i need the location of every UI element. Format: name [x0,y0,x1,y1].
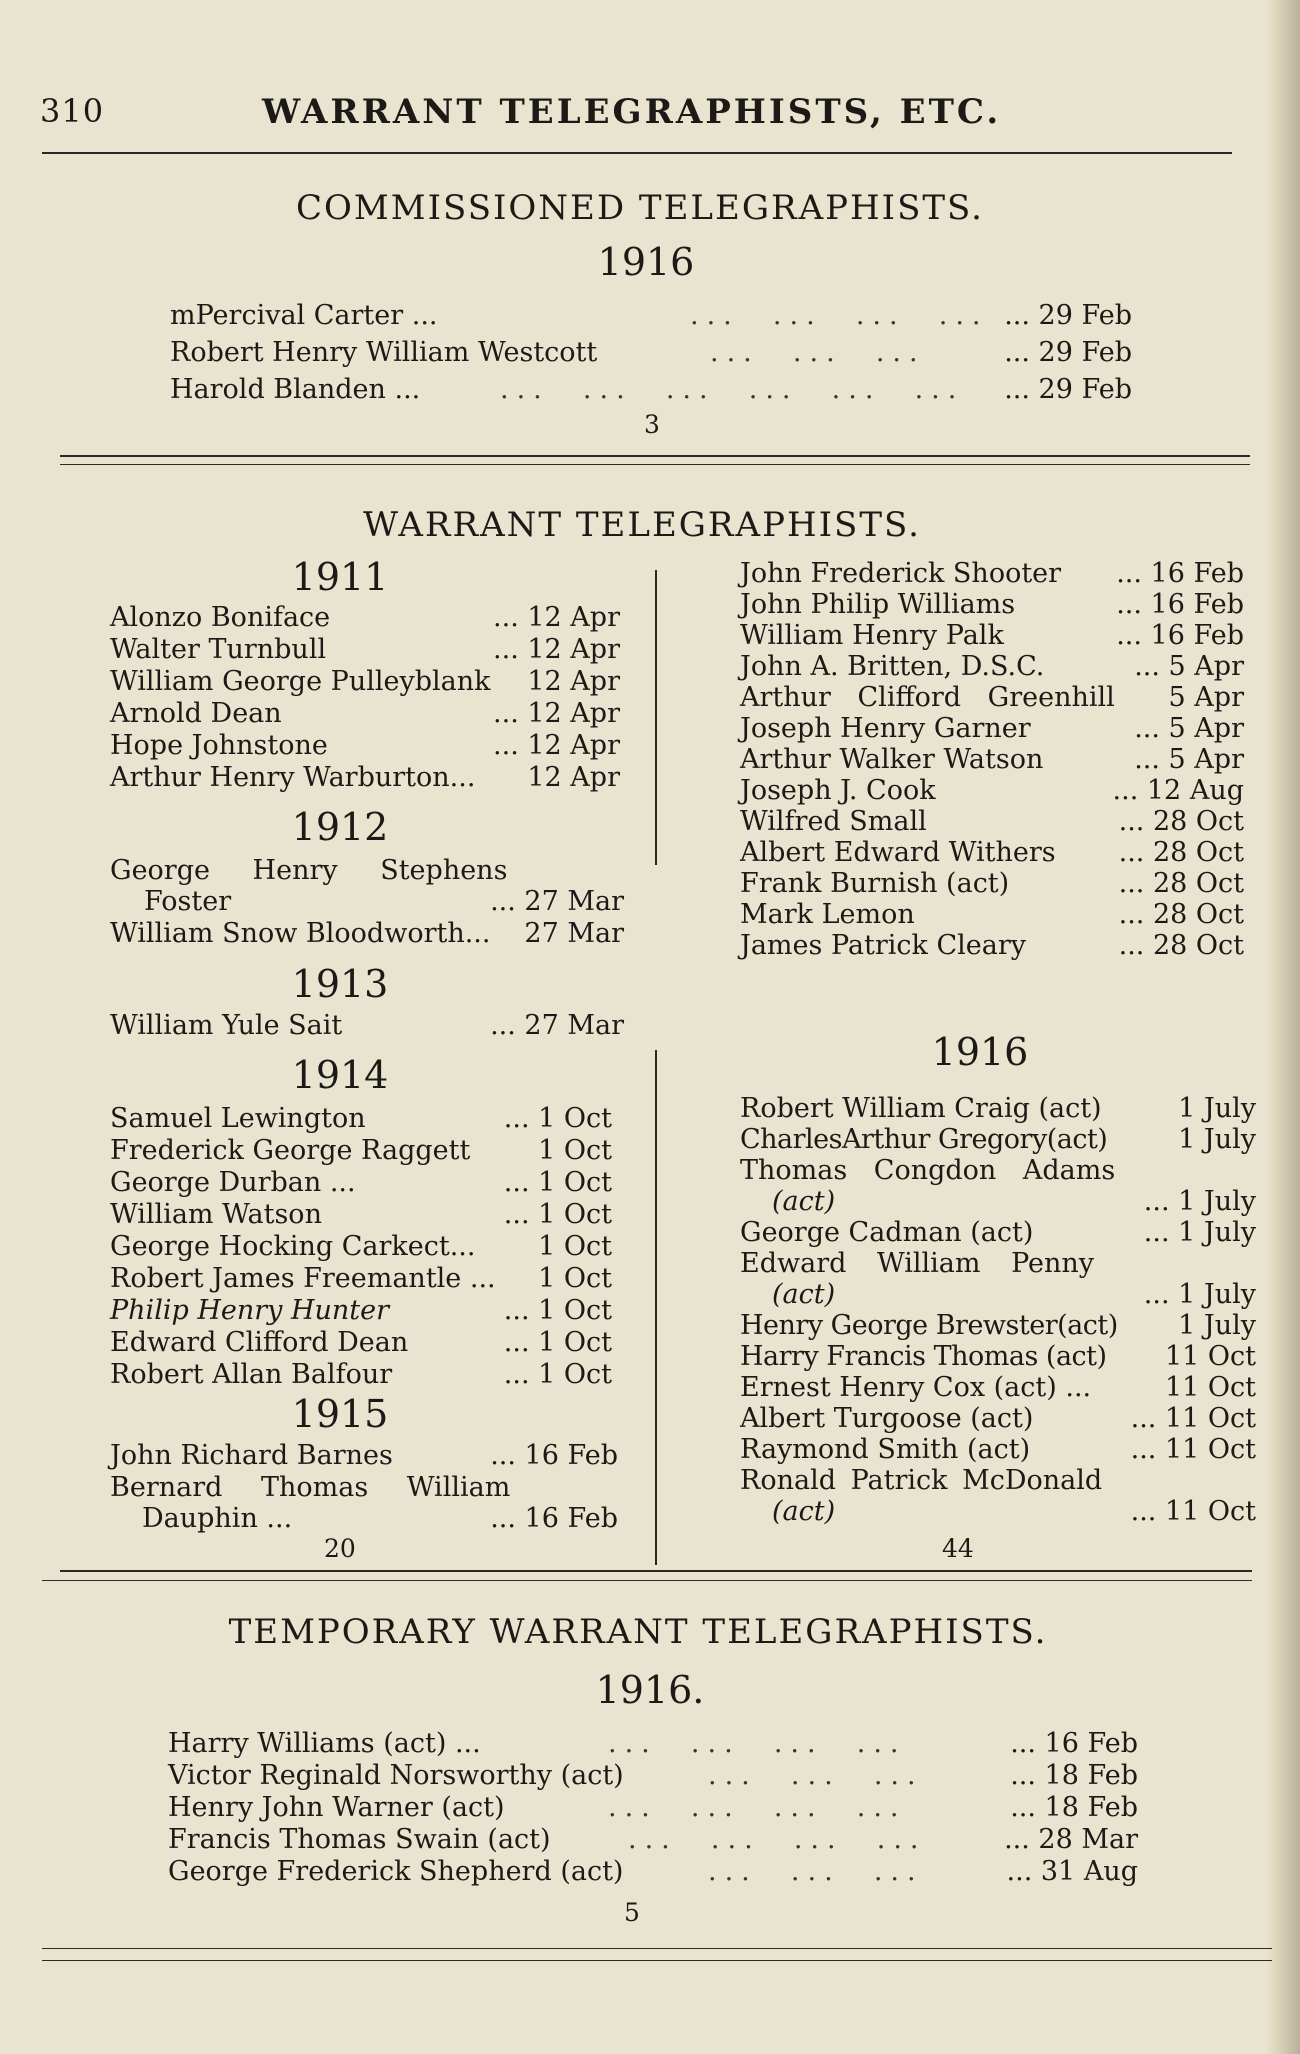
entry-name: John Philip Williams [740,589,1016,620]
entry-name: Wilfred Small [740,806,927,837]
header-rule [42,152,1232,154]
list-item [740,1155,1256,1187]
entry-date: ... 12 Apr [493,634,620,665]
entry-name: Robert Allan Balfour [110,1359,393,1390]
entry-date: ... 29 Feb [1004,337,1132,368]
list-item [110,1010,624,1042]
entry-date: ... 1 Oct [503,1199,612,1230]
entry-name: Raymond Smith (act) [740,1434,1031,1465]
entry-name: Alonzo Boniface [110,602,331,633]
entry-date: 12 Apr [527,666,620,697]
list-item [740,1310,1256,1342]
entry-date: ... 27 Mar [490,886,624,917]
list-item [740,620,1244,652]
list-item [740,558,1244,590]
entry-date: ... 5 Apr [1134,713,1244,744]
entry-date: ... 1 July [1143,1217,1256,1248]
list-item [740,1217,1256,1249]
list-item [740,1403,1256,1435]
column-divider-lower [655,1050,657,1565]
entry-name: Henry George Brewster(act) [740,1310,1118,1341]
year-1912: 1912 [291,805,389,849]
list-item [110,1295,612,1327]
entry-date: ... 28 Oct [1118,868,1244,899]
list-item [740,1341,1256,1373]
entry-date: ... 12 Aug [1112,775,1244,806]
year-1914: 1914 [291,1053,389,1097]
entry-name: Edward William Penny [740,1248,1095,1279]
list-item [740,651,1244,683]
list-item [110,855,510,887]
entry-name: Edward Clifford Dean [110,1327,409,1358]
section-rule-top-2 [60,1570,1252,1572]
list-item [740,589,1244,621]
entry-name: (act) [772,1279,836,1310]
year-1913: 1913 [291,962,389,1006]
entry-name: Ernest Henry Cox (act) ... [740,1372,1092,1403]
entry-name: Robert William Craig (act) [740,1093,1102,1124]
list-item [110,602,620,634]
list-item [740,837,1244,869]
list-item [110,1199,612,1231]
entry-name: Arnold Dean [110,698,282,729]
entry-date: ... 1 Oct [503,1327,612,1358]
list-item [110,1359,612,1391]
entry-name: Thomas Congdon Adams [740,1155,1116,1186]
entry-date: 1 Oct [538,1263,612,1294]
list-item [110,1327,612,1359]
entry-name: Hope Johnstone [110,730,328,761]
entry-name: William Watson [110,1199,322,1230]
entry-date: ... 5 Apr [1134,651,1244,682]
page-number: 310 [40,92,105,130]
entry-name: Francis Thomas Swain (act) [168,1824,551,1855]
entry-date: 1 July [1178,1124,1256,1155]
temporary-total: 5 [624,1898,640,1927]
entry-name: William Snow Bloodworth... [110,918,491,949]
year-1911: 1911 [291,555,389,599]
list-item [740,1279,1256,1311]
list-item: Francis Thomas Swain (act) ... ... ... ... ... 28 Mar [168,1824,1138,1855]
list-item: Harry Williams (act) ... ... ... ... ... ... 16 Feb [168,1728,1138,1759]
entry-name: Ronald Patrick McDonald [740,1465,1103,1496]
year-1916: 1916 [931,1030,1029,1074]
list-item: Victor Reginald Norsworthy (act) ... ... ... ... 18 Feb [168,1760,1138,1791]
list-item [740,930,1244,962]
entry-date: ... 1 Oct [503,1295,612,1326]
entry-name: John A. Britten, D.S.C. [740,651,1045,682]
entry-date: ... 1 Oct [503,1359,612,1390]
entry-date: ... 16 Feb [1116,589,1244,620]
entry-date: ... 29 Feb [1004,300,1132,331]
list-item [740,806,1244,838]
list-item: Robert Henry William Westcott ... ... ... ... 29 Feb [170,337,1132,368]
entry-name: John Frederick Shooter [740,558,1062,589]
list-item [740,1465,1256,1497]
list-item [110,1503,618,1535]
list-item [110,730,620,762]
list-item [740,1186,1256,1218]
commissioned-title: COMMISSIONED TELEGRAPHISTS. [296,188,984,228]
entry-date: ... 29 Feb [1004,374,1132,405]
list-item [110,1231,612,1263]
entry-date: 11 Oct [1164,1341,1256,1372]
list-item [110,1135,612,1167]
entry-date: 1 July [1178,1310,1256,1341]
list-item [110,1263,612,1295]
entry-name: William Yule Sait [110,1010,343,1041]
entry-name: Joseph Henry Garner [740,713,1031,744]
entry-name: Joseph J. Cook [740,775,936,806]
entry-name: George Cadman (act) [740,1217,1034,1248]
right-column-total: 44 [942,1534,974,1563]
list-item [740,868,1244,900]
entry-date: ... 28 Oct [1118,899,1244,930]
entry-name: Henry John Warner (act) [168,1792,505,1823]
list-item: Henry John Warner (act) ... ... ... ... ... 18 Feb [168,1792,1138,1823]
entry-date: ... 11 Oct [1130,1403,1256,1434]
entry-name: Mark Lemon [740,899,915,930]
year-1915: 1915 [291,1392,389,1436]
list-item [110,762,620,794]
entry-name: Arthur Clifford Greenhill [740,682,1115,713]
list-item [740,1093,1256,1125]
entry-date: 1 Oct [538,1135,612,1166]
entry-name: George Frederick Shepherd (act) [168,1856,624,1887]
entry-name: George Durban ... [110,1167,356,1198]
temporary-year: 1916. [595,1668,705,1712]
entry-date: ... 11 Oct [1130,1434,1256,1465]
entry-date: 1 July [1178,1093,1256,1124]
list-item [110,1103,612,1135]
entry-date: ... 12 Apr [493,698,620,729]
warrant-title: WARRANT TELEGRAPHISTS. [363,505,921,545]
commissioned-year: 1916 [597,240,695,284]
entry-name: Walter Turnbull [110,634,327,665]
entry-date: ... 16 Feb [1116,620,1244,651]
entry-date: ... 1 Oct [503,1103,612,1134]
entry-name: mPercival Carter ... [170,300,438,331]
entry-date: ... 1 July [1143,1279,1256,1310]
entry-date: ... 28 Mar [1004,1824,1138,1855]
temporary-title: TEMPORARY WARRANT TELEGRAPHISTS. [228,1612,1048,1652]
entry-name: George Henry Stephens [110,855,508,886]
commissioned-total: 3 [644,410,660,439]
entry-name: Bernard Thomas William [110,1472,511,1503]
footer-rule-1 [42,1948,1272,1949]
entry-date: ... 28 Oct [1118,837,1244,868]
entry-name: Arthur Henry Warburton... [110,762,476,793]
entry-date: ... 1 July [1143,1186,1256,1217]
entry-name: Albert Edward Withers [740,837,1056,868]
entry-date: ... 5 Apr [1134,744,1244,775]
list-item: mPercival Carter ... ... ... ... ... ... 29 Feb [170,300,1132,331]
list-item: Harold Blanden ... ... ... ... ... ... ... ... 29 Feb [170,374,1132,405]
entry-name: CharlesArthur Gregory(act) [740,1124,1108,1155]
entry-name: (act) [772,1496,836,1527]
entry-name: Philip Henry Hunter [110,1295,390,1326]
entry-name: William George Pulleyblank [110,666,491,697]
entry-name: Robert James Freemantle ... [110,1263,496,1294]
entry-name: Foster [144,886,232,917]
entry-name: Samuel Lewington [110,1103,366,1134]
list-item [740,744,1244,776]
section-rule-bottom-2 [42,1580,1252,1581]
entry-date: ... 18 Feb [1010,1760,1138,1791]
entry-date: ... 28 Oct [1118,806,1244,837]
list-item: George Frederick Shepherd (act) ... ... ... ... 31 Aug [168,1856,1138,1887]
entry-date: ... 31 Aug [1006,1856,1138,1887]
entry-name: Victor Reginald Norsworthy (act) [168,1760,624,1791]
list-item [110,698,620,730]
list-item [110,918,624,950]
footer-rule-2 [42,1960,1272,1961]
entry-name: Harry Williams (act) ... [168,1728,481,1759]
column-divider-upper [655,570,657,865]
entry-date: ... 11 Oct [1130,1496,1256,1527]
list-item [740,899,1244,931]
entry-name: William Henry Palk [740,620,1004,651]
list-item [740,1372,1256,1404]
entry-name: Robert Henry William Westcott [170,337,598,368]
entry-name: James Patrick Cleary [740,930,1026,961]
entry-name: Harold Blanden ... [170,374,421,405]
entry-date: 1 Oct [538,1231,612,1262]
list-item [110,886,624,918]
list-item [110,1167,612,1199]
list-item [110,634,620,666]
list-item [740,775,1244,807]
entry-date: 27 Mar [524,918,624,949]
list-item [110,1472,510,1504]
entry-name: (act) [772,1186,836,1217]
entry-name: Frederick George Raggett [110,1135,471,1166]
list-item [110,1440,618,1472]
list-item [740,713,1244,745]
entry-name: George Hocking Carkect... [110,1231,476,1262]
entry-date: 11 Oct [1164,1372,1256,1403]
entry-date: 12 Apr [527,762,620,793]
entry-name: John Richard Barnes [110,1440,393,1471]
list-item [740,1496,1256,1528]
entry-name: Arthur Walker Watson [740,744,1044,775]
section-rule-top [60,455,1250,457]
entry-date: ... 28 Oct [1118,930,1244,961]
entry-date: ... 12 Apr [493,730,620,761]
entry-name: Frank Burnish (act) [740,868,1010,899]
entry-date: ... 16 Feb [490,1503,618,1534]
running-head: WARRANT TELEGRAPHISTS, ETC. [262,92,1002,132]
entry-name: Albert Turgoose (act) [740,1403,1034,1434]
page-spine-shadow [1266,0,1300,2054]
entry-date: ... 1 Oct [503,1167,612,1198]
entry-name: Dauphin ... [142,1503,293,1534]
entry-date: 5 Apr [1168,682,1244,713]
list-item [740,1124,1256,1156]
left-column-total: 20 [324,1534,356,1563]
list-item [110,666,620,698]
section-rule-bottom [60,464,1250,465]
list-item [740,682,1244,714]
entry-date: ... 12 Apr [493,602,620,633]
entry-date: ... 16 Feb [490,1440,618,1471]
entry-name: Harry Francis Thomas (act) [740,1341,1107,1372]
list-item [740,1248,1256,1280]
entry-date: ... 16 Feb [1116,558,1244,589]
entry-date: ... 27 Mar [490,1010,624,1041]
entry-date: ... 18 Feb [1010,1792,1138,1823]
entry-date: ... 16 Feb [1010,1728,1138,1759]
list-item [740,1434,1256,1466]
